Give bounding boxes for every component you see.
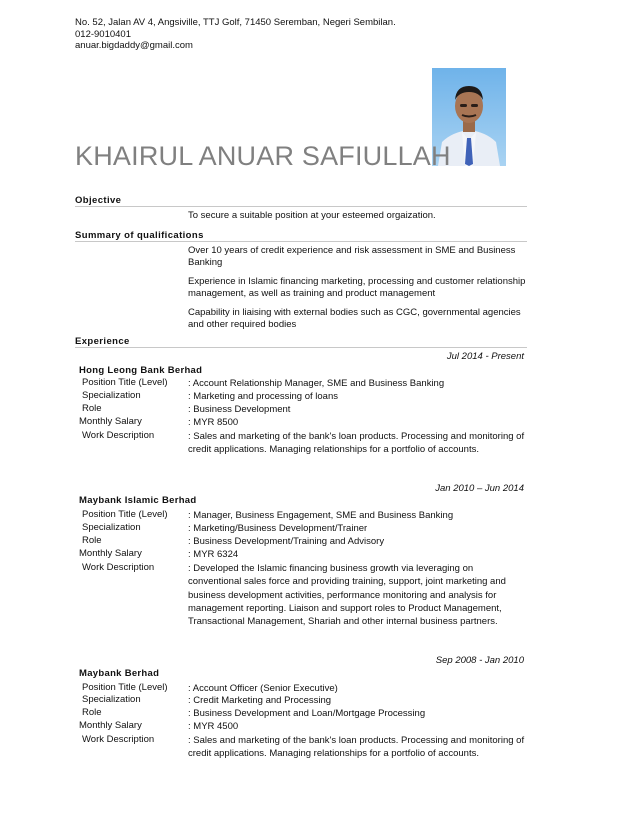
role-label: Role [82, 535, 102, 546]
position-label: Position Title (Level) [82, 509, 168, 520]
salary-label: Monthly Salary [79, 548, 142, 559]
qualification-item: Capability in liaising with external bodies such as CGC, governmental agencies and other required bodies [188, 307, 521, 330]
position-label: Position Title (Level) [82, 377, 168, 388]
specialization-label: Specialization [82, 694, 141, 705]
position-value: : Account Officer (Senior Executive) [188, 683, 338, 694]
job-employer: Maybank Berhad [79, 668, 160, 679]
qualifications-heading: Summary of qualifications [75, 230, 204, 241]
job-period: Jan 2010 – Jun 2014 [435, 483, 524, 494]
qualification-item: Experience in Islamic financing marketing, processing and customer relationship management, as well as training and product management [188, 276, 526, 299]
role-label: Role [82, 403, 102, 414]
objective-heading: Objective [75, 195, 122, 206]
candidate-name: KHAIRUL ANUAR SAFIULLAH [75, 141, 451, 171]
work-description-value: : Sales and marketing of the bank's loan products. Processing and monitoring of credit applications. Managing relationships for a portfolio of accounts. [188, 431, 525, 456]
specialization-value: : Credit Marketing and Processing [188, 695, 332, 706]
salary-value: : MYR 8500 [188, 417, 239, 428]
job-employer: Maybank Islamic Berhad [79, 495, 197, 506]
work-description-value: : Sales and marketing of the bank's loan products. Processing and monitoring of credit applications. Managing relationships for a portfolio of accounts. [188, 735, 525, 760]
contact-phone: 012-9010401 [75, 28, 131, 40]
specialization-value: : Marketing and processing of loans [188, 391, 338, 402]
job-period: Jul 2014 - Present [446, 351, 524, 362]
qualification-item: Over 10 years of credit experience and risk assessment in SME and Business Banking [188, 245, 516, 268]
role-value: : Business Development/Training and Advisory [188, 536, 385, 547]
job-employer: Hong Leong Bank Berhad [79, 365, 203, 376]
role-label: Role [82, 707, 102, 718]
specialization-label: Specialization [82, 390, 141, 401]
position-label: Position Title (Level) [82, 682, 168, 693]
experience-divider [75, 347, 527, 348]
objective-text: To secure a suitable position at your esteemed orgaization. [188, 210, 436, 221]
work-description-label: Work Description [82, 562, 155, 573]
experience-heading: Experience [75, 336, 130, 347]
objective-divider [75, 206, 527, 207]
specialization-value: : Marketing/Business Development/Trainer [188, 523, 368, 534]
salary-label: Monthly Salary [79, 720, 142, 731]
work-description-value: : Developed the Islamic financing business growth via leveraging on conventional sales force and providing training, support, joint marketing and business development activities, performance monitoring and analysis for management reporting. Liaison and support roles to Product Management, Transactional Management, Shariah and other internal business partners. [188, 563, 506, 628]
specialization-label: Specialization [82, 522, 141, 533]
qualifications-divider [75, 241, 527, 242]
work-description-label: Work Description [82, 734, 155, 745]
salary-value: : MYR 4500 [188, 721, 239, 732]
contact-block [75, 17, 396, 52]
salary-label: Monthly Salary [79, 416, 142, 427]
position-value: : Account Relationship Manager, SME and Business Banking [188, 378, 445, 389]
job-period: Sep 2008 - Jan 2010 [435, 655, 524, 666]
role-value: : Business Development and Loan/Mortgage Processing [188, 708, 426, 719]
contact-address: No. 52, Jalan AV 4, Angsiville, TTJ Golf, 71450 Seremban, Negeri Sembilan. [75, 17, 396, 28]
position-value: : Manager, Business Engagement, SME and Business Banking [188, 510, 454, 521]
work-description-label: Work Description [82, 430, 155, 441]
role-value: : Business Development [188, 404, 291, 415]
salary-value: : MYR 6324 [188, 549, 239, 560]
contact-email: anuar.bigdaddy@gmail.com [75, 40, 193, 51]
